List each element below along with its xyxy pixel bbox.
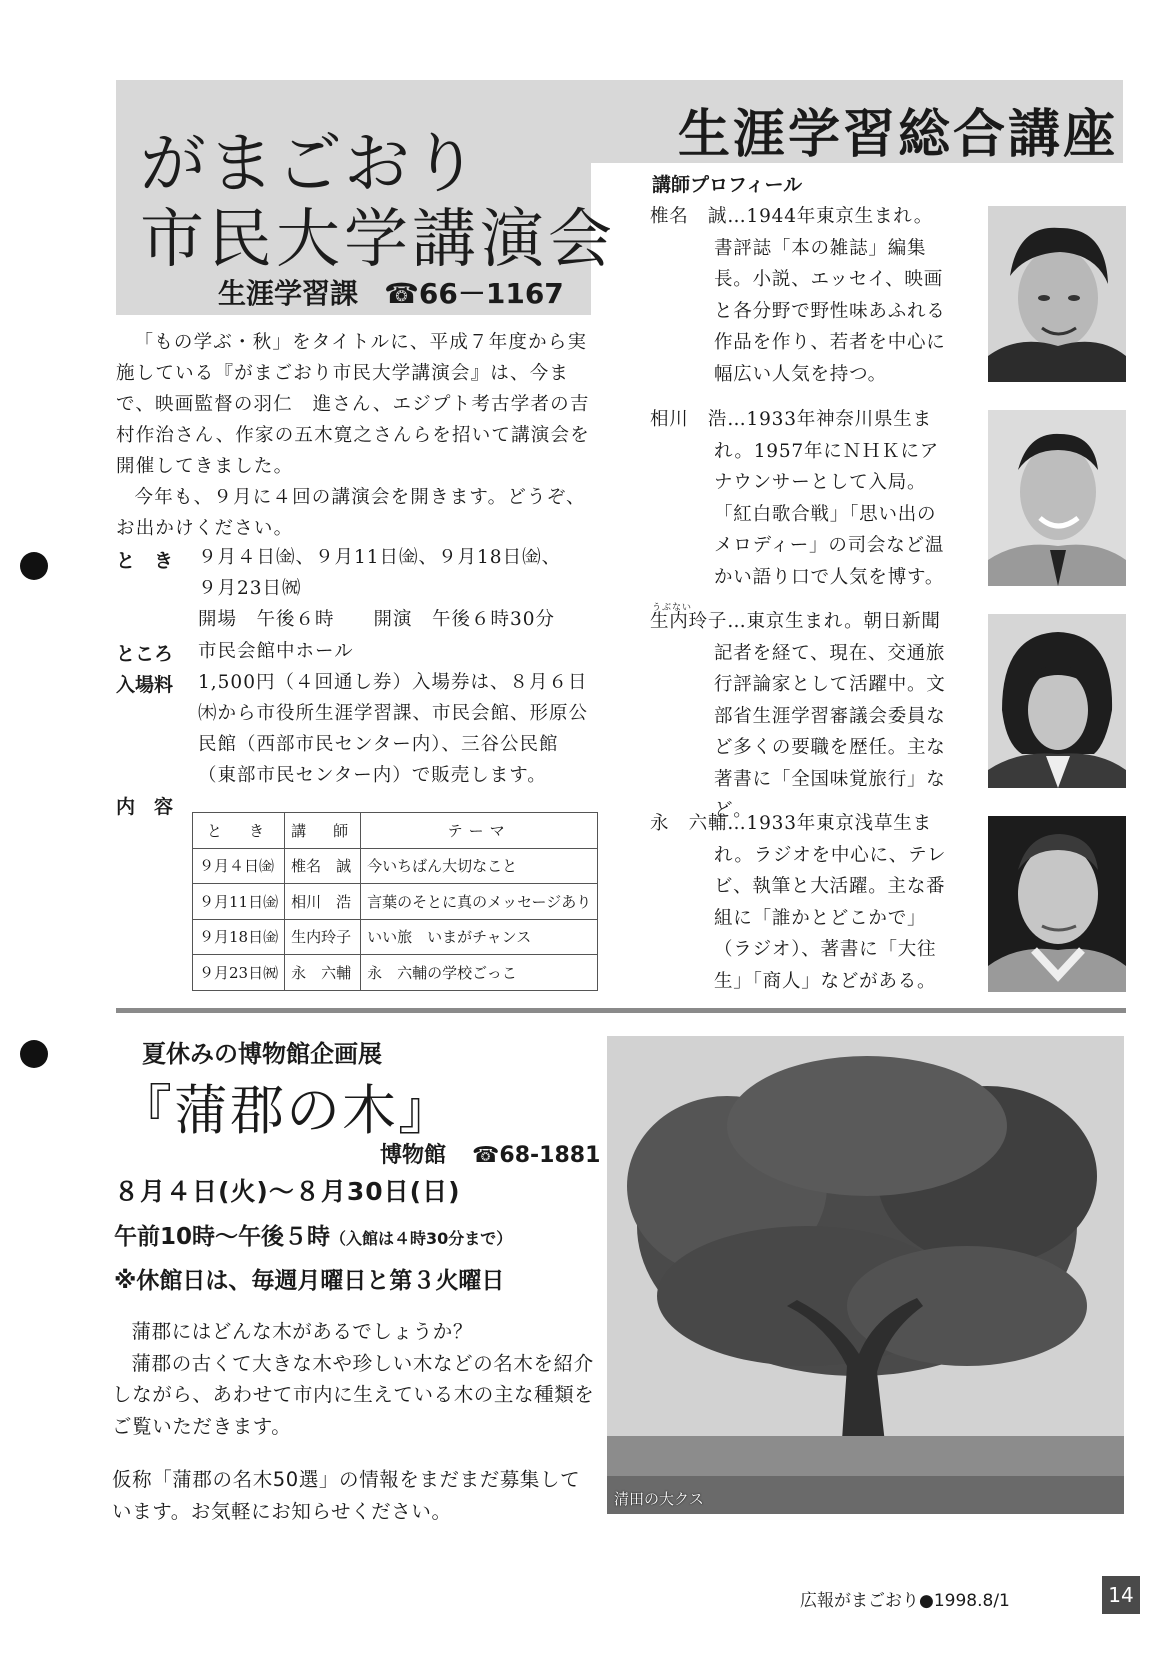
- museum-closed: ※休館日は、毎週月曜日と第３火曜日: [114, 1268, 505, 1294]
- lecture-title-line2: 市民大学講演会: [140, 203, 616, 277]
- fee-label: 入場料: [116, 674, 174, 696]
- portrait-ei: [988, 816, 1126, 992]
- museum-dept: 博物館: [380, 1143, 447, 1168]
- section-divider: [116, 1008, 1126, 1013]
- cell-date: ９月４日㈮: [193, 848, 285, 884]
- portrait-aikawa: [988, 410, 1126, 586]
- museum-paragraph-2: 仮称「蒲郡の名木50選」の情報をまだまだ募集しています。お気軽にお知らせください。: [112, 1468, 581, 1523]
- when-line-1: ９月４日㈮、９月11日㈮、９月18日㈮、: [198, 547, 562, 568]
- cell-theme: 永 六輔の学校ごっこ: [361, 955, 598, 991]
- lecture-title-line1: がまごおり: [140, 125, 480, 202]
- profile-text: …1933年神奈川県生まれ。1957年にＮＨＫにアナウンサーとして入局。「紅白歌合戦」「思い出のメロディー」の司会など温かい語り口で人気を博す。: [714, 409, 945, 588]
- table-row: [193, 884, 598, 920]
- place-value: 市民会館中ホール: [198, 641, 354, 662]
- tree-photo: [607, 1036, 1124, 1514]
- schedule-table: [192, 812, 598, 991]
- page-number: 14: [1102, 1576, 1140, 1614]
- cell-lecturer: 永 六輔: [285, 955, 361, 991]
- table-row: [193, 955, 598, 991]
- when-label: と き: [116, 550, 174, 572]
- tree-photo-caption: 清田の大クス: [614, 1490, 704, 1508]
- cell-lecturer: 相川 浩: [285, 884, 361, 920]
- intro-paragraph-2: 今年も、９月に４回の講演会を開きます。どうぞ、お出かけください。: [116, 487, 586, 539]
- profile-shiina: [650, 201, 950, 390]
- intro-paragraph-1: 「もの学ぶ・秋」をタイトルに、平成７年度から実施している『がまごおり市民大学講演会』は、今まで、映画監督の羽仁 進さん、エジプト考古学者の吉村作治さん、作家の五木寛之さんらを招いて講演会を開催してきました。: [116, 332, 590, 477]
- lecture-contact: [218, 272, 564, 312]
- museum-dates: ８月４日(火)～８月30日(日): [114, 1177, 461, 1206]
- table-row: [193, 919, 598, 955]
- cell-date: ９月11日㈮: [193, 884, 285, 920]
- museum-hours-main: 午前10時～午後５時: [114, 1224, 331, 1250]
- cell-date: ９月23日㈷: [193, 955, 285, 991]
- place-label: ところ: [116, 643, 174, 665]
- punch-hole-bottom: [20, 1040, 48, 1068]
- profile-name: 相川 浩: [650, 409, 728, 430]
- cell-theme: 今いちばん大切なこと: [361, 848, 598, 884]
- cell-date: ９月18日㈮: [193, 919, 285, 955]
- cell-theme: 言葉のそとに真のメッセージあり: [361, 884, 598, 920]
- museum-p1-line1: 蒲郡にはどんな木があるでしょうか？: [131, 1320, 474, 1343]
- cell-lecturer: 生内玲子: [285, 919, 361, 955]
- portrait-shiina: [988, 206, 1126, 382]
- content-label: 内 容: [116, 796, 174, 818]
- footer-publication: 広報がまごおり●1998.8/1: [800, 1591, 1010, 1611]
- punch-hole-top: [20, 552, 48, 580]
- profile-name: 生内玲子: [650, 611, 728, 632]
- profile-text: …1944年東京生まれ。書評誌「本の雑誌」編集長。小説、エッセイ、映画と各分野で野性味あふれる作品を作り、若者を中心に幅広い人気を持つ。: [714, 206, 946, 385]
- cell-theme: いい旅 いまがチャンス: [361, 919, 598, 955]
- profile-name: 永 六輔: [650, 813, 728, 834]
- when-line-3: 開場 午後６時 開演 午後６時30分: [198, 609, 556, 630]
- museum-paragraph-1: [112, 1316, 596, 1442]
- portrait-ubunai: [988, 614, 1126, 788]
- museum-p1-line2: 蒲郡の古くて大きな木や珍しい木などの名木を紹介しながら、あわせて市内に生えている木の主な種類をご覧いただきます。: [112, 1351, 595, 1438]
- museum-contact: [380, 1138, 600, 1169]
- when-value: [198, 542, 596, 635]
- profile-ei: [650, 808, 950, 997]
- col-header-date: と き: [193, 813, 285, 849]
- table-row: [193, 848, 598, 884]
- profile-text: …東京生まれ。朝日新聞記者を経て、現在、交通旅行評論家として活躍中。文部省生涯学習審議会委員など多くの要職を歴任。主な著書に「全国味覚旅行」など。: [714, 611, 946, 821]
- profile-ubunai: [650, 606, 950, 827]
- profile-heading: 講師プロフィール: [652, 174, 803, 196]
- museum-phone: ☎68-1881: [472, 1143, 601, 1168]
- museum-hours-note: （入館は４時30分まで）: [330, 1229, 513, 1248]
- profile-text: …1933年東京浅草生まれ。ラジオを中心に、テレビ、執筆と大活躍。主な番組に「誰かとどこかで」（ラジオ）、著書に「大往生」「商人」などがある。: [714, 813, 947, 992]
- museum-hours: [114, 1218, 512, 1251]
- profile-name: 椎名 誠: [650, 206, 728, 227]
- when-line-2: ９月23日㈷: [198, 578, 302, 599]
- table-header-row: [193, 813, 598, 849]
- ruby-ubunai: うぶない: [652, 603, 693, 613]
- fee-value: 1,500円（４回通し券）入場券は、８月６日㈭から市役所生涯学習課、市民会館、形原公民館（西部市民センター内）、三谷公民館（東部市民センター内）で販売します。: [198, 672, 589, 786]
- col-header-theme: テーマ: [361, 813, 598, 849]
- department-phone: ☎66－1167: [384, 277, 564, 310]
- department-name: 生涯学習課: [218, 277, 359, 310]
- cell-lecturer: 椎名 誠: [285, 848, 361, 884]
- museum-subtitle: 夏休みの博物館企画展: [142, 1040, 382, 1068]
- col-header-lecturer: 講 師: [285, 813, 361, 849]
- profile-aikawa: [650, 404, 950, 593]
- course-title: 生涯学習総合講座: [678, 104, 1119, 165]
- museum-title: 『蒲郡の木』: [118, 1079, 454, 1142]
